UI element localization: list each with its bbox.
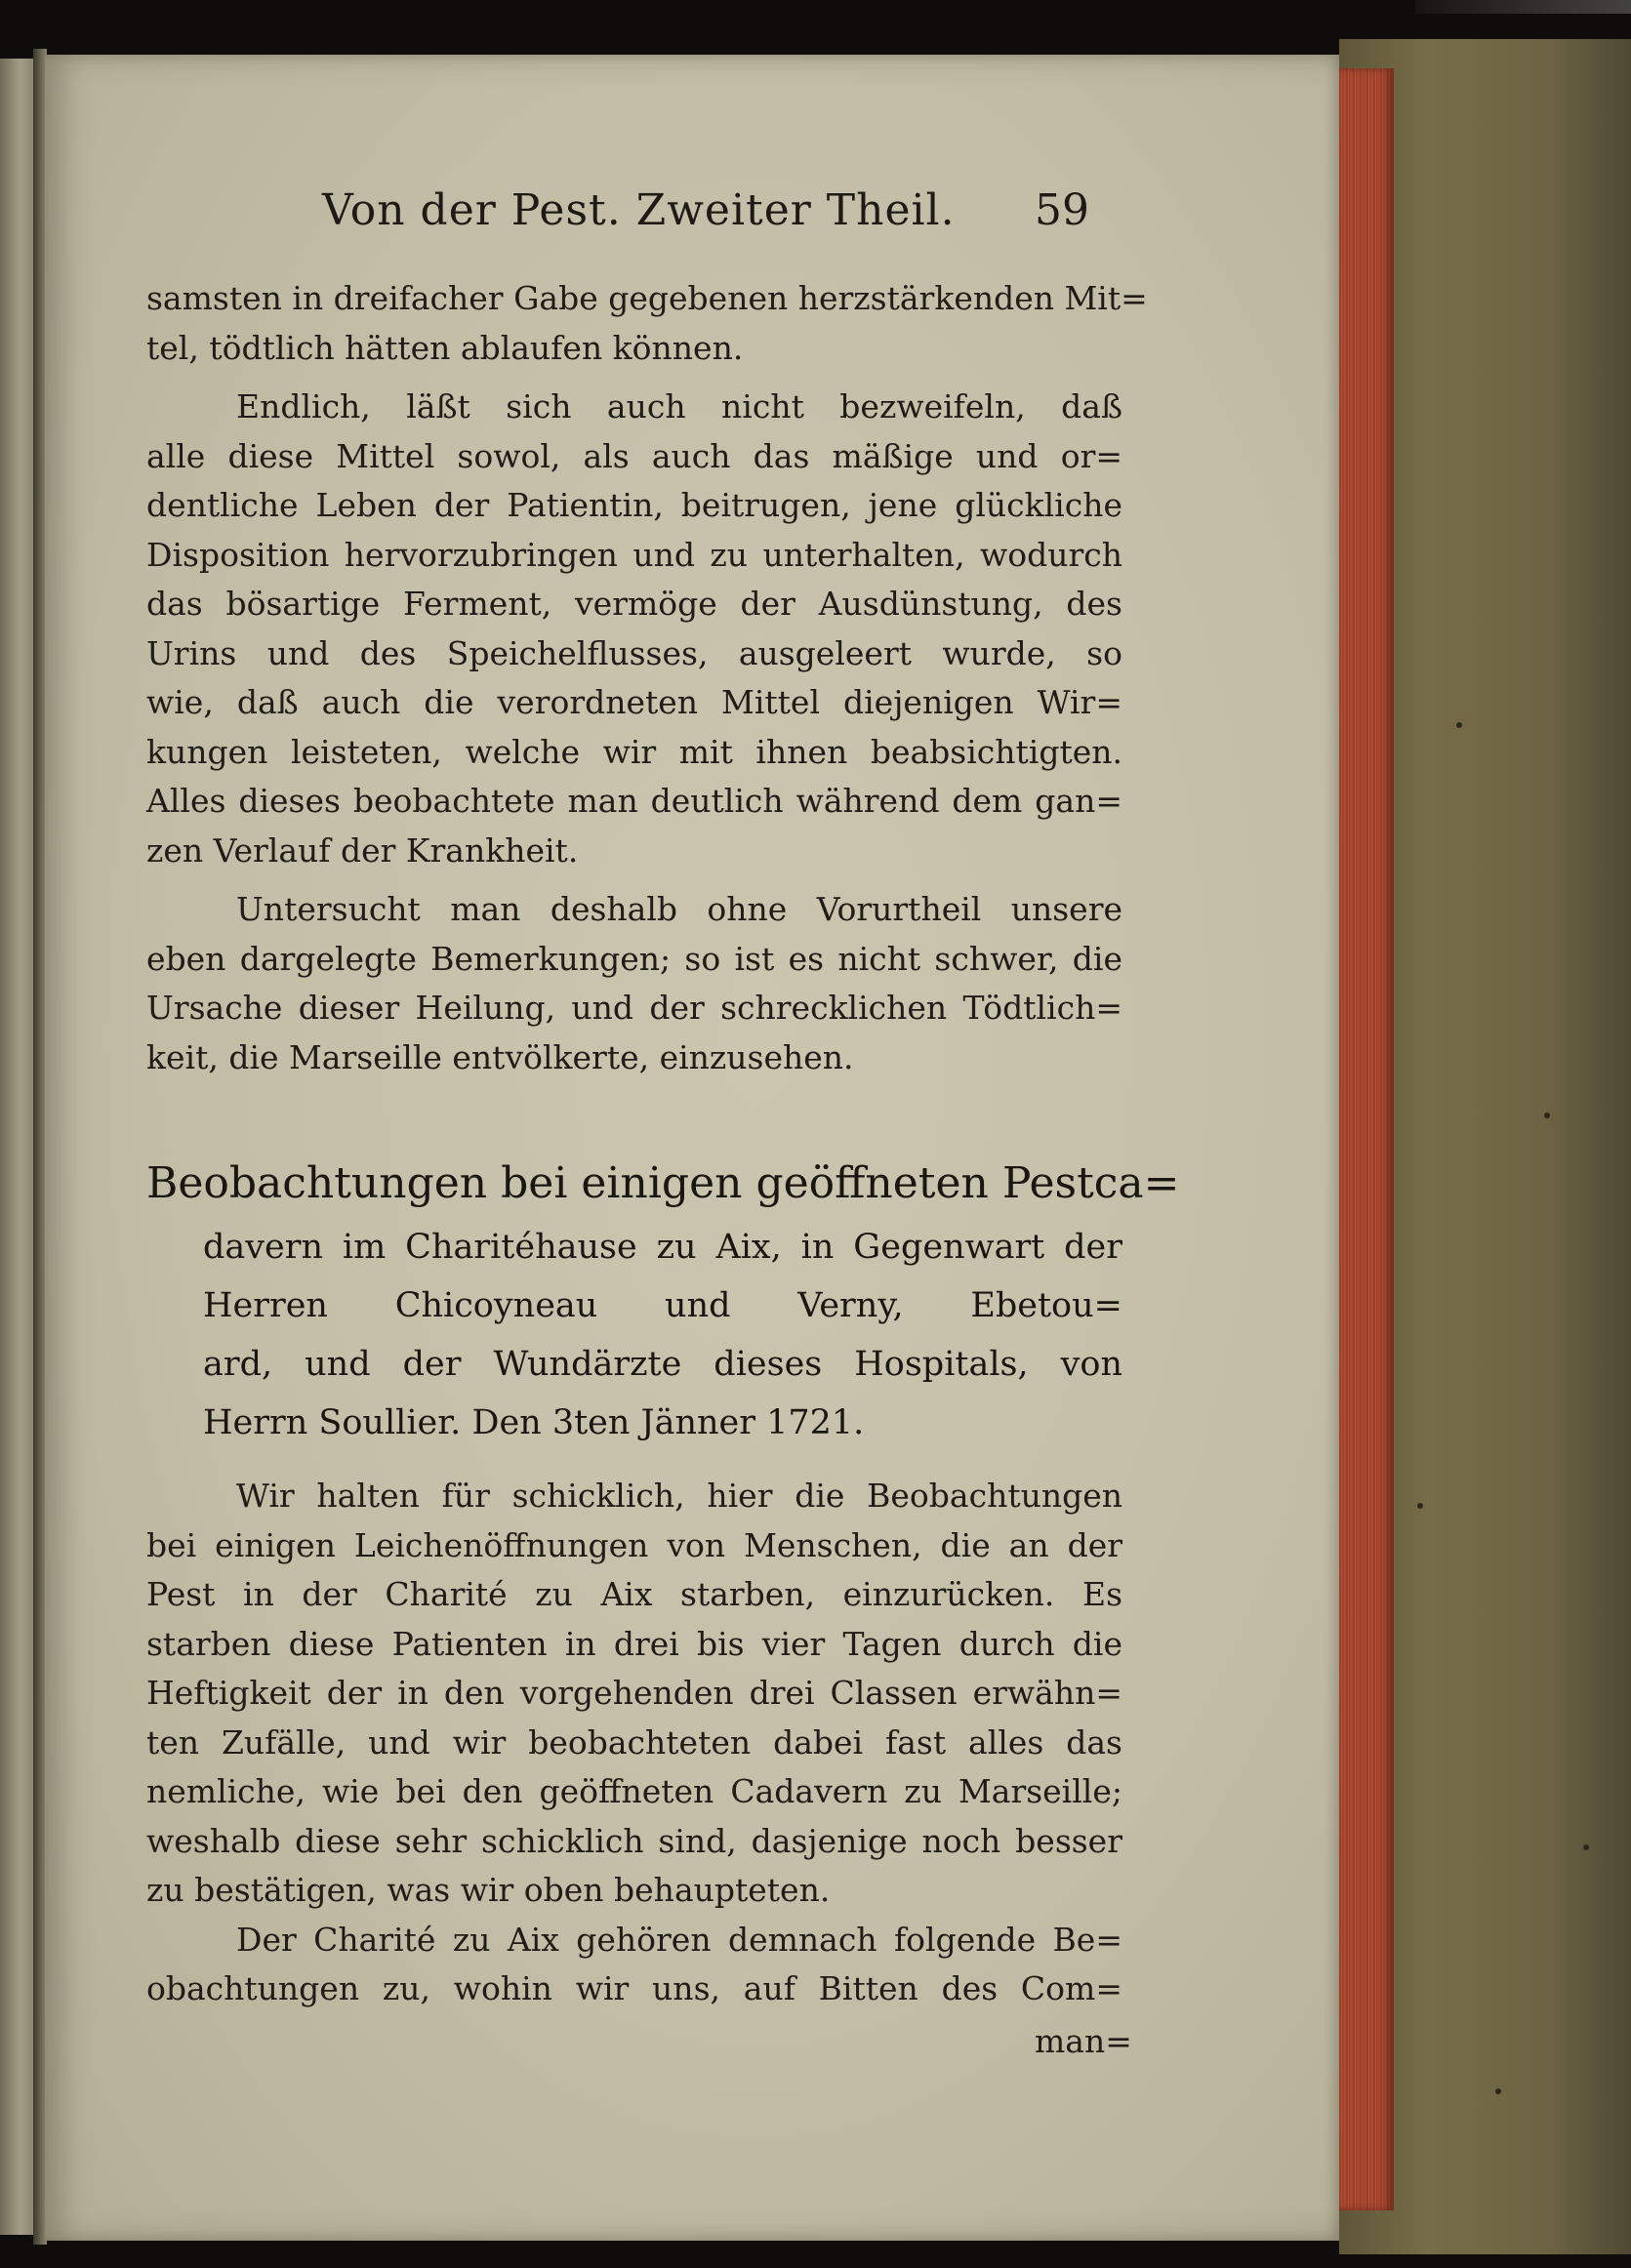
text-line: Wir halten für schicklich, hier die Beobachtungen [236,1477,1122,1515]
text-line: Ursache dieser Heilung, und der schrecklichen Tödtlich= [146,989,1122,1027]
heading-line: Beobachtungen bei einigen geöffneten Pestca= [146,1158,1180,1208]
text-line: Untersucht man deshalb ohne Vorurtheil unsere [236,890,1122,928]
section-heading [146,1150,1180,1452]
text-line: alle diese Mittel sowol, als auch das mäßige und or= [146,436,1122,475]
text-line: nemliche, wie bei den geöffneten Cadavern zu Marseille; [146,1772,1122,1810]
text-line: keit, die Marseille entvölkerte, einzusehen. [146,1037,854,1076]
text-line: Pest in der Charité zu Aix starben, einzurücken. Es [146,1575,1122,1613]
text-block-top [146,274,1148,1082]
text-line: dentliche Leben der Patientin, beitrugen, jene glückliche [146,486,1122,524]
text-line: Alles dieses beobachtete man deutlich während dem gan= [146,782,1122,820]
text-line: das bösartige Ferment, vermöge der Ausdünstung, des [146,585,1122,623]
catchword: man= [1035,2022,1132,2060]
text-line: tel, tödtlich hätten ablaufen können. [146,328,744,367]
page-edges-red [1335,68,1394,2210]
scan-calibration-strip [1415,0,1631,14]
text-line: Der Charité zu Aix gehören demnach folgende Be= [236,1920,1122,1959]
text-line: samsten in dreifacher Gabe gegebenen herzstärkenden Mit= [146,279,1148,317]
heading-line: Herren Chicoyneau und Verny, Ebetou= [203,1286,1122,1325]
text-line: kungen leisteten, welche wir mit ihnen beabsichtigten. [146,732,1122,771]
text-line: weshalb diese sehr schicklich sind, dasjenige noch besser [146,1821,1122,1860]
text-line: Urins und des Speichelflusses, ausgeleert wurde, so [146,633,1122,672]
text-line: zen Verlauf der Krankheit. [146,830,579,870]
left-page-edge [0,59,35,2235]
heading-line: davern im Charitéhause zu Aix, in Gegenwart der [203,1228,1122,1267]
text-line: bei einigen Leichenöffnungen von Menschen, die an der [146,1525,1122,1564]
text-block-bottom [146,1472,1122,2014]
text-line: starben diese Patienten in drei bis vier Tagen durch die [146,1624,1122,1663]
text-line: wie, daß auch die verordneten Mittel diejenigen Wir= [146,683,1122,721]
page-number: 59 [1035,185,1089,235]
text-line: Disposition hervorzubringen und zu unterhalten, wodurch [146,535,1122,574]
text-line: obachtungen zu, wohin wir uns, auf Bitten des Com= [146,1969,1122,2007]
heading-line: ard, und der Wundärzte dieses Hospitals, von [203,1345,1122,1384]
text-line: Heftigkeit der in den vorgehenden drei Classen erwähn= [146,1674,1122,1712]
text-line: eben dargelegte Bemerkungen; so ist es nicht schwer, die [146,939,1122,978]
text-line: Endlich, läßt sich auch nicht bezweifeln, daß [236,387,1122,425]
text-line: zu bestätigen, was wir oben behaupteten. [146,1871,831,1909]
text-line: ten Zufälle, und wir beobachteten dabei fast alles das [146,1722,1122,1762]
running-head: Von der Pest. Zweiter Theil. [322,185,956,235]
heading-line: Herrn Soullier. Den 3ten Jänner 1721. [203,1403,865,1442]
